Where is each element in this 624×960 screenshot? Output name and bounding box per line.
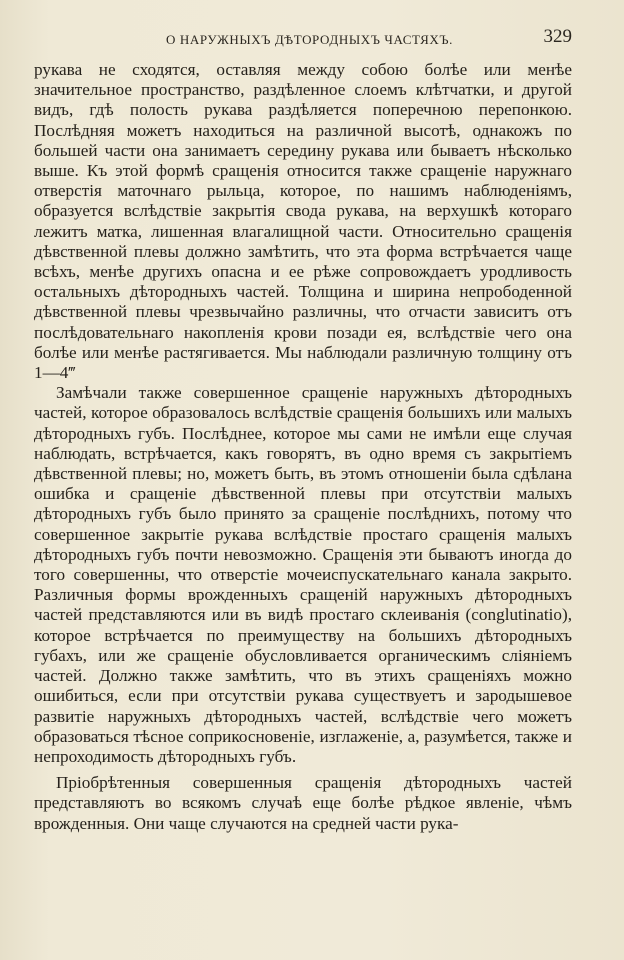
- paragraph-3: Пріобрѣтенныя совершенныя сращенія дѣтородныхъ частей представляютъ во всякомъ случаѣ еще болѣе рѣдкое явленіе, чѣмъ врожденныя. Они чаще случаются на средней части рука-: [34, 773, 572, 833]
- running-head: [34, 26, 572, 52]
- running-title: О НАРУЖНЫХЪ ДѢТОРОДНЫХЪ ЧАСТЯХЪ.: [166, 32, 453, 47]
- page-number: 329: [543, 26, 572, 47]
- paragraph-2: Замѣчали также совершенное сращеніе наружныхъ дѣтородныхъ частей, которое образовалось вслѣдствіе сращенія большихъ или малыхъ дѣтородныхъ губъ. Послѣднее, которое мы сами не имѣли еще случая наблюдать, встрѣчается, какъ говорятъ, въ одно время съ закрытіемъ дѣвственной плевы; но, можетъ быть, въ этомъ отношеніи была сдѣлана ошибка и сращеніе дѣвственной плевы при отсутствіи малыхъ дѣтородныхъ губъ было принято за сращеніе послѣднихъ, потому что совершенное закрытіе рукава вслѣдствіе простаго сращенія малыхъ дѣтородныхъ губъ почти невозможно. Сращенія эти бываютъ иногда до того совершенны, что отверстіе мочеиспускательнаго канала закрыто. Различныя формы врожденныхъ сращеній наружныхъ дѣтородныхъ частей представляются или въ видѣ простаго склеиванія (conglutinatio), которое встрѣчается по преимуществу на большихъ дѣтородныхъ губахъ, или же сращеніе обусловливается органическимъ сліяніемъ частей. Должно также замѣтить, что въ этихъ сращеніяхъ можно ошибиться, если при отсутствіи рукава существуетъ и зародышевое развитіе наружныхъ дѣтородныхъ частей, вслѣдствіе чего можетъ образоваться тѣсное соприкосновеніе, изглаженіе, а, разумѣется, также и непроходимость дѣтородныхъ губъ.: [34, 383, 572, 766]
- paragraph-1: рукава не сходятся, оставляя между собою болѣе или менѣе значительное пространство, раздѣленное слоемъ клѣтчатки, и другой видъ, гдѣ полость рукава раздѣляется поперечною перепонкою. Послѣдняя можетъ находиться на различной высотѣ, однакожъ по большей части она занимаетъ середину рукава или бываетъ нѣсколько выше. Къ этой формѣ сращенія относится также сращеніе наружнаго отверстія маточнаго рыльца, которое, по нашимъ наблюденіямъ, образуется вслѣдствіе закрытія свода рукава, на верхушкѣ котораго лежитъ матка, лишенная влагалищной части. Относительно сращенія дѣвственной плевы должно замѣтить, что эта форма встрѣчается чаще всѣхъ, менѣе другихъ опасна и ее рѣже сопровождаетъ уродливость остальныхъ дѣтородныхъ частей. Толщина и ширина непрободенной дѣвственной плевы чрезвычайно различны, что отчасти зависитъ отъ послѣдовательнаго накопленія крови позади ея, вслѣдствіе чего она болѣе или менѣе растягивается. Мы наблюдали различную толщину отъ 1—4‴: [34, 60, 572, 383]
